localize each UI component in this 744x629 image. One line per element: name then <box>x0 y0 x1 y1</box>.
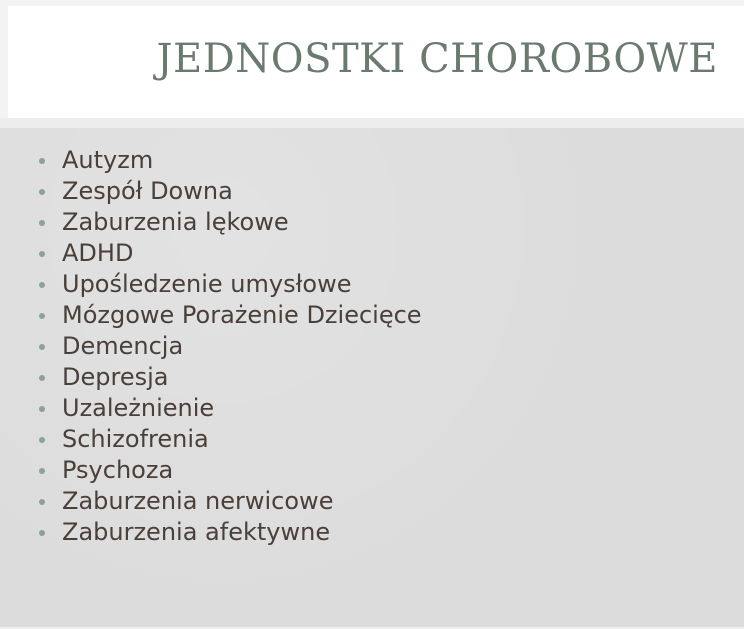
bullet-text: Upośledzenie umysłowe <box>62 270 352 298</box>
bullet-dot-icon <box>39 406 45 412</box>
bullet-text: Uzależnienie <box>62 394 215 422</box>
bullet-item <box>36 331 422 362</box>
bullet-item <box>36 393 422 424</box>
bullet-dot-icon <box>39 313 45 319</box>
bullet-text: Zaburzenia lękowe <box>62 208 289 236</box>
bullet-dot-icon <box>39 282 45 288</box>
bullet-item <box>36 176 422 207</box>
slide-title: JEDNOSTKI CHOROBOWE <box>156 36 718 82</box>
bullet-dot-icon <box>39 344 45 350</box>
bullet-item <box>36 269 422 300</box>
bullet-dot-icon <box>39 189 45 195</box>
bullet-list <box>36 145 422 548</box>
bullet-text: Autyzm <box>62 146 154 174</box>
bullet-dot-icon <box>39 437 45 443</box>
bullet-item <box>36 145 422 176</box>
bullet-text: ADHD <box>62 239 134 267</box>
bullet-item <box>36 362 422 393</box>
bullet-text: Schizofrenia <box>62 425 209 453</box>
bullet-text: Demencja <box>62 332 184 360</box>
bullet-dot-icon <box>39 251 45 257</box>
bullet-item <box>36 300 422 331</box>
bullet-item <box>36 517 422 548</box>
bullet-text: Depresja <box>62 363 169 391</box>
bullet-text: Psychoza <box>62 456 174 484</box>
title-divider <box>0 118 744 128</box>
bullet-text: Zespół Downa <box>62 177 233 205</box>
bullet-item <box>36 238 422 269</box>
bullet-dot-icon <box>39 499 45 505</box>
bullet-dot-icon <box>39 158 45 164</box>
bullet-text: Mózgowe Porażenie Dziecięce <box>62 301 422 329</box>
bullet-dot-icon <box>39 375 45 381</box>
bullet-dot-icon <box>39 220 45 226</box>
content-area <box>0 128 744 628</box>
bullet-text: Zaburzenia afektywne <box>62 518 331 546</box>
bullet-item <box>36 207 422 238</box>
bullet-dot-icon <box>39 530 45 536</box>
bullet-dot-icon <box>39 468 45 474</box>
bullet-item <box>36 455 422 486</box>
bullet-text: Zaburzenia nerwicowe <box>62 487 334 515</box>
bullet-item <box>36 424 422 455</box>
bullet-item <box>36 486 422 517</box>
